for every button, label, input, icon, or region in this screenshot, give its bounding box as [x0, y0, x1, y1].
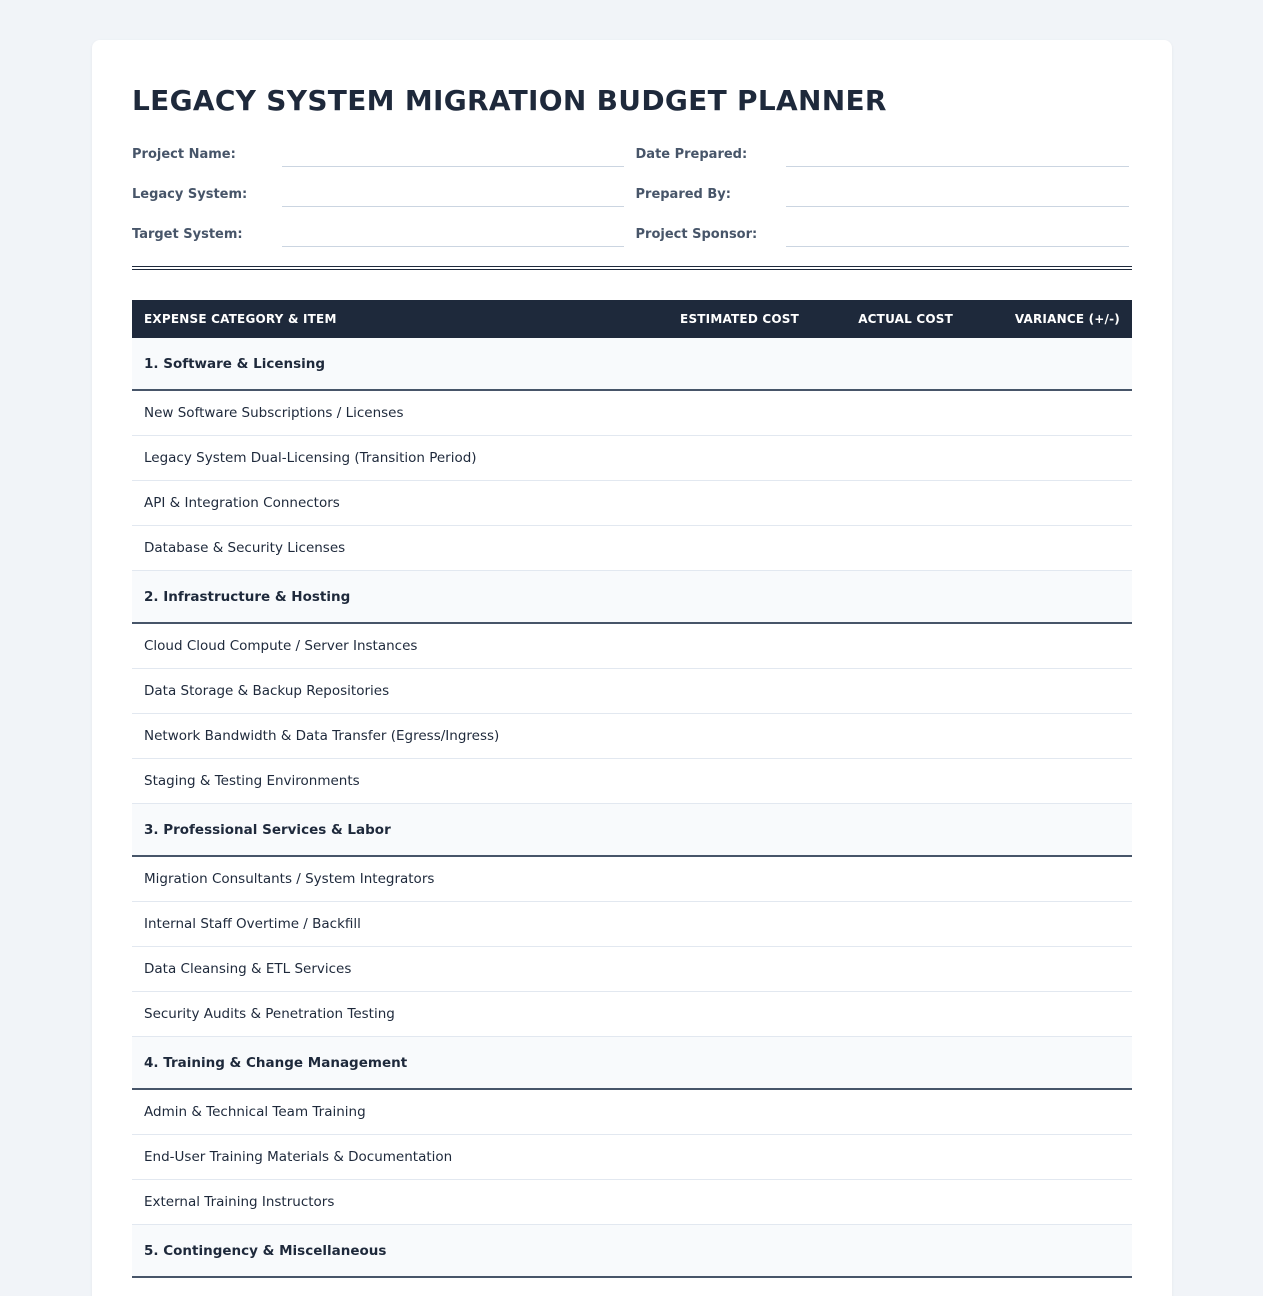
table-row — [132, 436, 1132, 481]
target-system-label: Target System: — [132, 227, 243, 242]
project-name-label: Project Name: — [132, 147, 236, 162]
expense-item-label: Cloud Cloud Compute / Server Instances — [144, 638, 418, 654]
expense-item-label: Security Audits & Penetration Testing — [144, 1006, 395, 1022]
table-row — [132, 391, 1132, 436]
budget-table — [132, 300, 1132, 1278]
page-title: LEGACY SYSTEM MIGRATION BUDGET PLANNER — [132, 84, 887, 117]
expense-item-label: Database & Security Licenses — [144, 540, 346, 556]
expense-item-label: Migration Consultants / System Integrators — [144, 871, 435, 887]
project-name-field — [132, 140, 629, 180]
expense-item-label: Internal Staff Overtime / Backfill — [144, 916, 361, 932]
prepared-by-input[interactable] — [786, 180, 1129, 207]
expense-item-label: End-User Training Materials & Documentation — [144, 1149, 453, 1165]
table-row — [132, 1180, 1132, 1225]
date-prepared-field — [636, 140, 1133, 180]
table-row — [132, 902, 1132, 947]
meta-row — [132, 220, 1132, 260]
prepared-by-label: Prepared By: — [635, 187, 731, 202]
expense-item-label: Staging & Testing Environments — [144, 773, 360, 789]
table-row — [132, 526, 1132, 571]
table-row — [132, 1135, 1132, 1180]
meta-row — [132, 140, 1132, 180]
table-row — [132, 857, 1132, 902]
budget-planner-card — [92, 40, 1172, 1296]
date-prepared-label: Date Prepared: — [635, 147, 748, 162]
project-info-fields — [132, 140, 1132, 260]
meta-row — [132, 180, 1132, 220]
target-system-input[interactable] — [282, 220, 624, 247]
legacy-system-label: Legacy System: — [132, 187, 248, 202]
table-row — [132, 992, 1132, 1037]
prepared-by-field — [636, 180, 1133, 220]
expense-item-label: New Software Subscriptions / Licenses — [144, 405, 404, 421]
table-row — [132, 947, 1132, 992]
category-row: 2. Infrastructure & Hosting — [132, 571, 1132, 624]
table-row — [132, 481, 1132, 526]
project-name-input[interactable] — [282, 140, 624, 167]
expense-item-label: Data Cleansing & ETL Services — [144, 961, 352, 977]
column-header-variance: VARIANCE (+/-) — [1014, 312, 1120, 326]
table-row — [132, 759, 1132, 804]
table-row — [132, 1090, 1132, 1135]
legacy-system-field — [132, 180, 629, 220]
table-row — [132, 624, 1132, 669]
column-header-actual: ACTUAL COST — [858, 312, 953, 326]
table-header — [132, 300, 1132, 338]
table-row — [132, 714, 1132, 759]
section-divider — [132, 266, 1132, 270]
date-prepared-input[interactable] — [786, 140, 1129, 167]
category-row: 1. Software & Licensing — [132, 338, 1132, 391]
category-row: 4. Training & Change Management — [132, 1037, 1132, 1090]
expense-item-label: API & Integration Connectors — [144, 495, 340, 511]
expense-item-label: External Training Instructors — [144, 1194, 335, 1210]
expense-item-label: Admin & Technical Team Training — [144, 1104, 366, 1120]
project-sponsor-label: Project Sponsor: — [635, 227, 758, 242]
category-row: 5. Contingency & Miscellaneous — [132, 1225, 1132, 1278]
expense-item-label: Legacy System Dual-Licensing (Transition Period) — [144, 450, 477, 466]
expense-item-label: Data Storage & Backup Repositories — [144, 683, 390, 699]
column-header-estimated: ESTIMATED COST — [680, 312, 799, 326]
column-header-item: EXPENSE CATEGORY & ITEM — [144, 312, 337, 326]
table-row — [132, 669, 1132, 714]
category-row: 3. Professional Services & Labor — [132, 804, 1132, 857]
legacy-system-input[interactable] — [282, 180, 624, 207]
project-sponsor-field — [636, 220, 1133, 260]
project-sponsor-input[interactable] — [786, 220, 1129, 247]
expense-item-label: Network Bandwidth & Data Transfer (Egress/Ingress) — [144, 728, 500, 744]
target-system-field — [132, 220, 629, 260]
